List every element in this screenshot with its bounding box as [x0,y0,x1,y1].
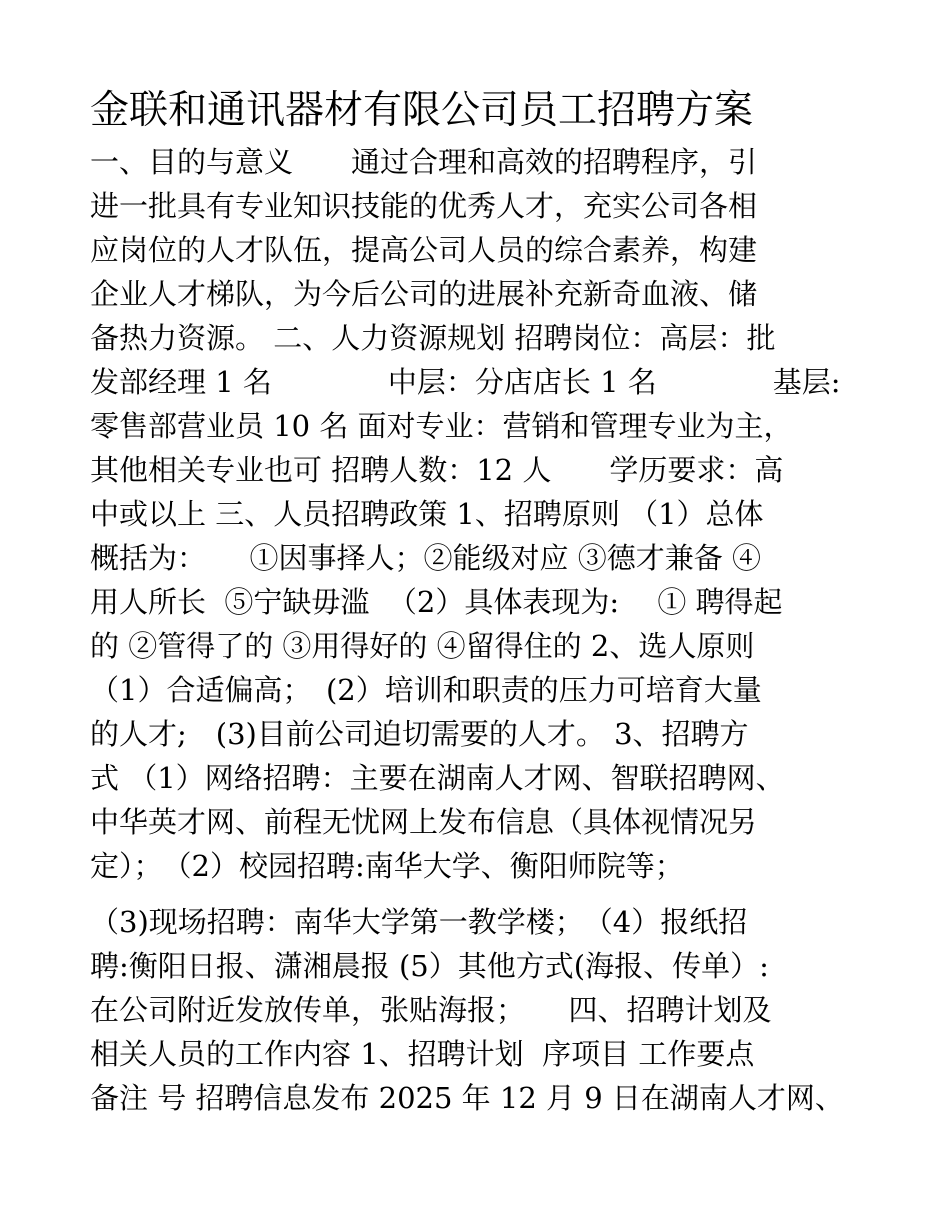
body-line: 用人所长 ⑤宁缺毋滥 （2）具体表现为: ① 聘得起 [90,585,783,619]
document-title: 金联和通讯器材有限公司员工招聘方案 [90,88,754,133]
body-line: 在公司附近发放传单，张贴海报； 四、招聘计划及 [90,993,772,1027]
body-line: 的人才; (3)目前公司迫切需要的人才。 3、招聘方 [90,717,749,751]
body-line: 聘:衡阳日报、潇湘晨报 (5）其他方式(海报、传单）: [90,949,769,983]
body-line: 备热力资源。 二、人力资源规划 招聘岗位：高层：批 [90,321,776,355]
body-line: 概括为： ①因事择人；②能级对应 ③德才兼备 ④ [90,541,761,575]
body-line: 其他相关专业也可 招聘人数：12 人 学历要求：高 [90,453,784,487]
body-line: 中或以上 三、人员招聘政策 1、招聘原则 （1）总体 [90,497,764,531]
body-line: （1）合适偏高； (2）培训和职责的压力可培育大量 [90,673,762,707]
body-line: 企业人才梯队，为今后公司的进展补充新奇血液、储 [90,277,758,311]
body-line: （3)现场招聘：南华大学第一教学楼； （4）报纸招 [90,905,748,939]
body-line: 一、目的与意义 通过合理和高效的招聘程序，引 [90,145,758,179]
body-line: 的 ②管得了的 ③用得好的 ④留得住的 2、选人原则 [90,629,755,663]
body-line: 相关人员的工作内容 1、招聘计划 序项目 工作要点 [90,1037,755,1071]
body-line: 式 （1）网络招聘：主要在湖南人才网、智联招聘网、 [90,761,785,795]
body-line: 进一批具有专业知识技能的优秀人才，充实公司各相 [90,189,758,223]
body-line: 定）； （2）校园招聘:南华大学、衡阳师院等； [90,849,684,883]
body-line: 应岗位的人才队伍，提高公司人员的综合素养，构建 [90,233,758,267]
body-line: 发部经理 1 名 中层：分店店长 1 名 基层: [90,365,841,399]
body-line: 备注 号 招聘信息发布 2025 年 12 月 9 日在湖南人才网、 [90,1081,844,1115]
body-line: 中华英才网、前程无忧网上发布信息（具体视情况另 [90,805,758,839]
body-line: 零售部营业员 10 名 面对专业：营销和管理专业为主， [90,409,793,443]
